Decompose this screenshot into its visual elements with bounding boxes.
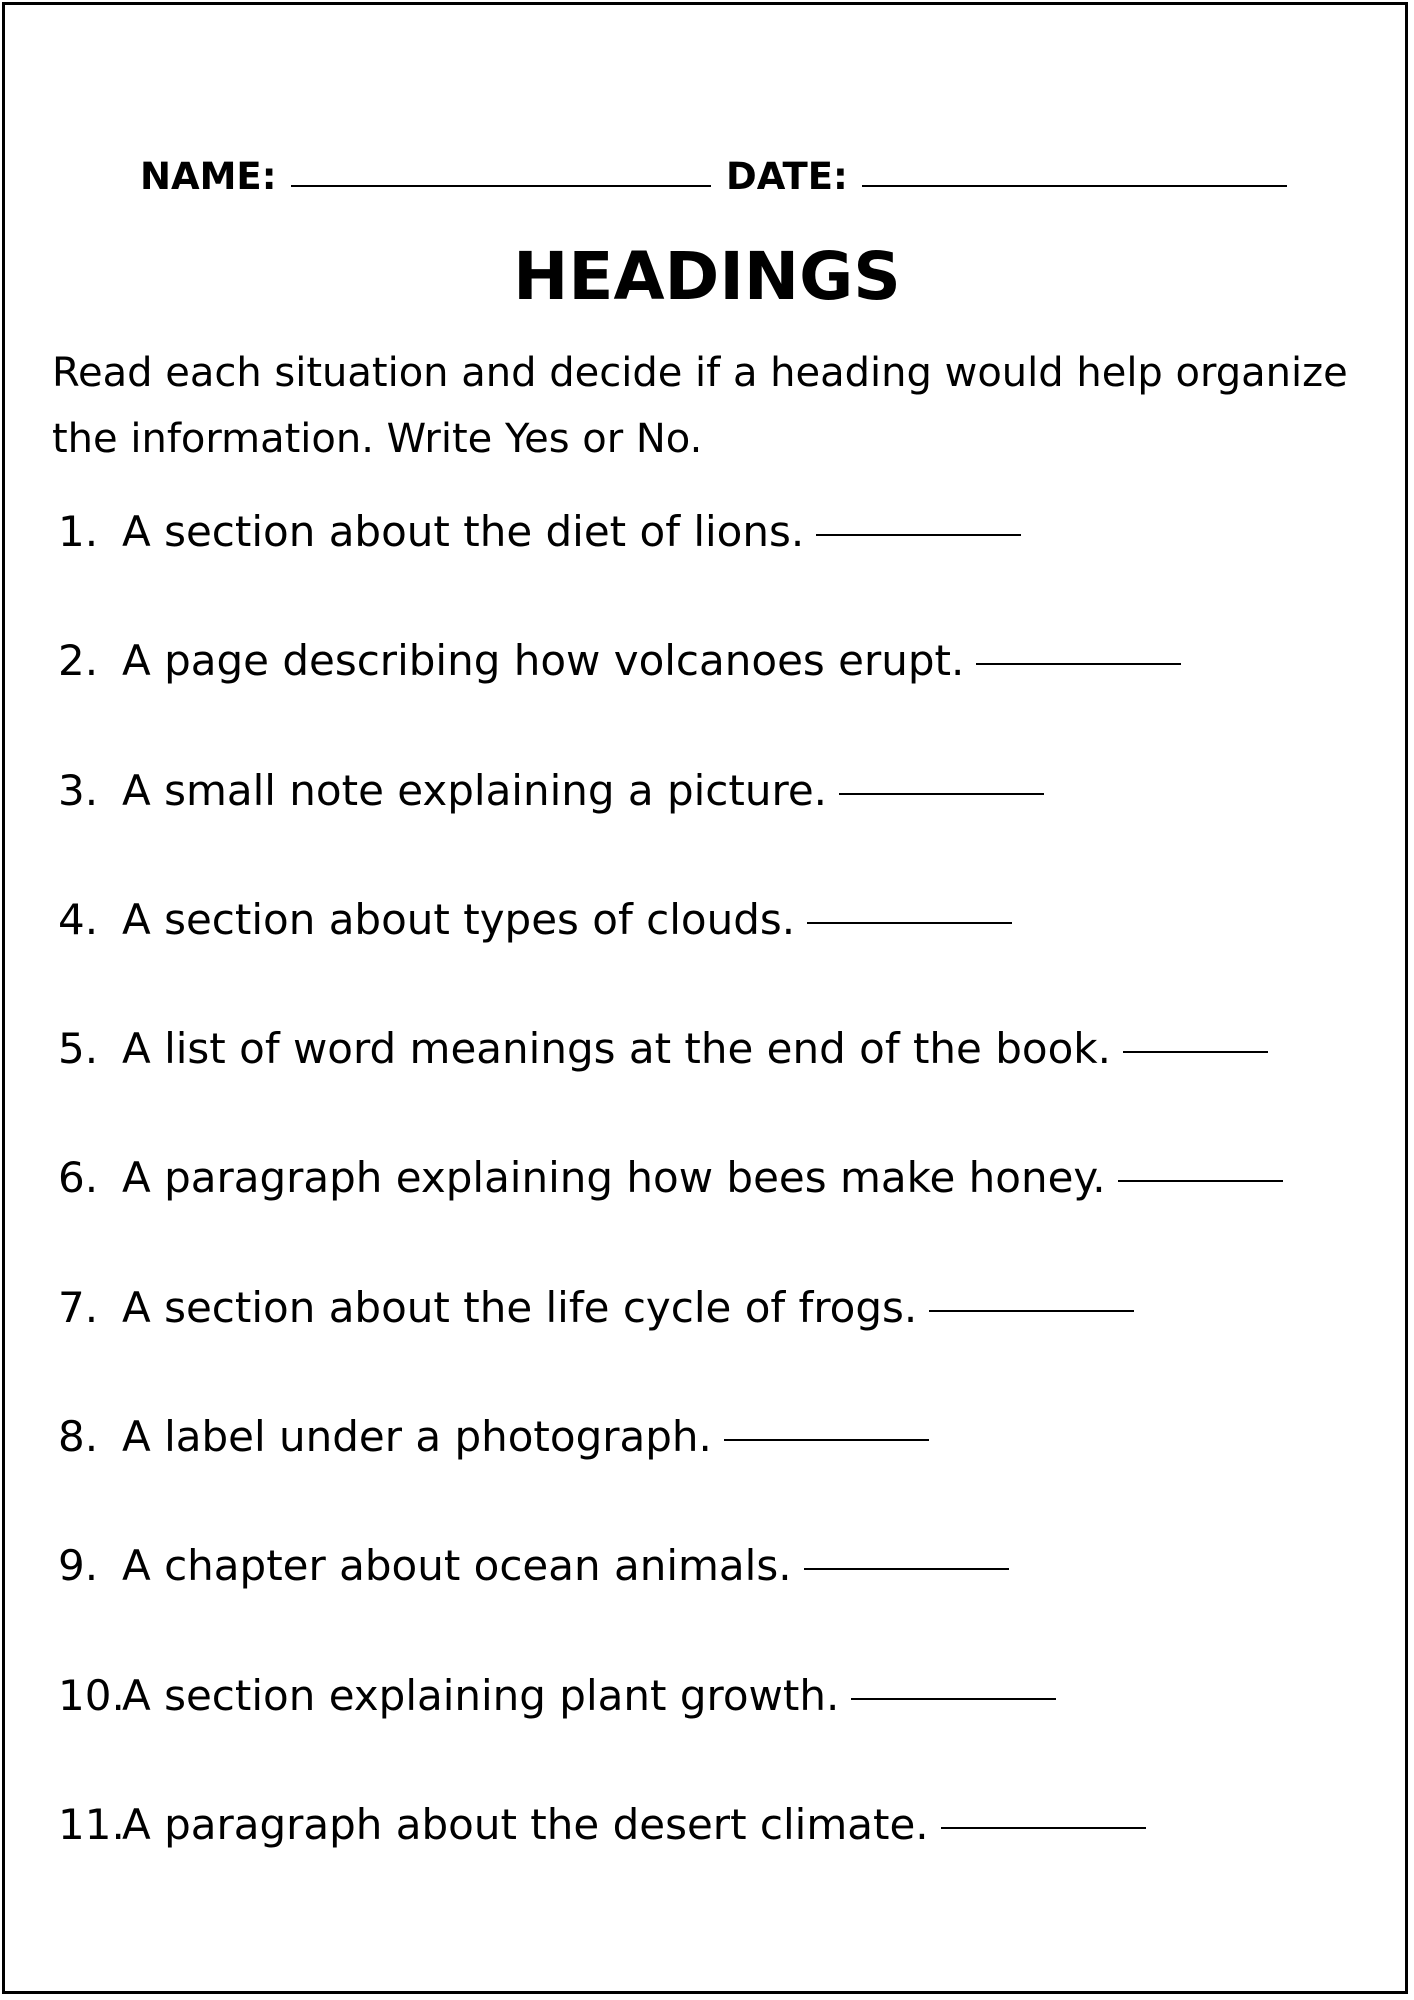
question-item xyxy=(52,1793,1382,1922)
date-blank-line[interactable] xyxy=(862,185,1287,187)
question-number: 3. xyxy=(58,765,99,815)
date-label: DATE: xyxy=(726,155,848,198)
question-text: A section explaining plant growth. xyxy=(122,1670,840,1720)
instructions: Read each situation and decide if a heading would help organize the information. Write Yes or No. xyxy=(52,350,1348,462)
question-text: A label under a photograph. xyxy=(122,1412,712,1462)
question-item xyxy=(52,629,1382,758)
question-text: A paragraph about the desert climate. xyxy=(122,1799,929,1849)
question-number: 6. xyxy=(58,1153,99,1203)
date-field[interactable] xyxy=(726,152,1287,202)
name-label: NAME: xyxy=(140,155,277,198)
answer-blank-line[interactable] xyxy=(929,1310,1134,1312)
question-text: A page describing how volcanoes erupt. xyxy=(122,636,965,686)
question-text: A paragraph explaining how bees make honey. xyxy=(122,1153,1106,1203)
name-field[interactable] xyxy=(140,152,711,202)
question-text: A section about the diet of lions. xyxy=(122,507,805,556)
question-number: 5. xyxy=(58,1024,99,1074)
question-item xyxy=(52,888,1382,1017)
question-text: A list of word meanings at the end of the book. xyxy=(122,1024,1111,1074)
answer-blank-line[interactable] xyxy=(839,793,1044,795)
answer-blank-line[interactable] xyxy=(941,1827,1146,1829)
question-text: A chapter about ocean animals. xyxy=(122,1541,792,1591)
answer-blank-line[interactable] xyxy=(1123,1051,1268,1053)
question-text: A section about types of clouds. xyxy=(122,894,796,944)
question-text: A section about the life cycle of frogs. xyxy=(122,1282,918,1332)
question-number: 9. xyxy=(58,1541,99,1591)
question-item xyxy=(52,1664,1382,1793)
answer-blank-line[interactable] xyxy=(807,922,1012,924)
answer-blank-line[interactable] xyxy=(1118,1180,1283,1182)
question-number: 10. xyxy=(58,1670,125,1720)
question-item xyxy=(52,1276,1382,1405)
name-date-row xyxy=(140,152,1280,202)
question-number: 1. xyxy=(58,507,99,556)
answer-blank-line[interactable] xyxy=(804,1568,1009,1570)
question-number: 11. xyxy=(58,1799,125,1849)
question-item xyxy=(52,1405,1382,1534)
page-title: HEADINGS xyxy=(513,238,901,315)
answer-blank-line[interactable] xyxy=(724,1439,929,1441)
name-blank-line[interactable] xyxy=(291,185,711,187)
question-number: 7. xyxy=(58,1282,99,1332)
answer-blank-line[interactable] xyxy=(851,1698,1056,1700)
question-item xyxy=(52,1017,1382,1146)
answer-blank-line[interactable] xyxy=(816,534,1021,536)
question-item xyxy=(52,759,1382,888)
question-text: A small note explaining a picture. xyxy=(122,765,828,815)
question-number: 4. xyxy=(58,894,99,944)
question-item xyxy=(52,500,1382,629)
question-item xyxy=(52,1534,1382,1663)
answer-blank-line[interactable] xyxy=(976,663,1181,665)
question-item xyxy=(52,1146,1382,1275)
question-number: 8. xyxy=(58,1412,99,1462)
question-number: 2. xyxy=(58,636,99,686)
question-list xyxy=(52,500,1382,1922)
